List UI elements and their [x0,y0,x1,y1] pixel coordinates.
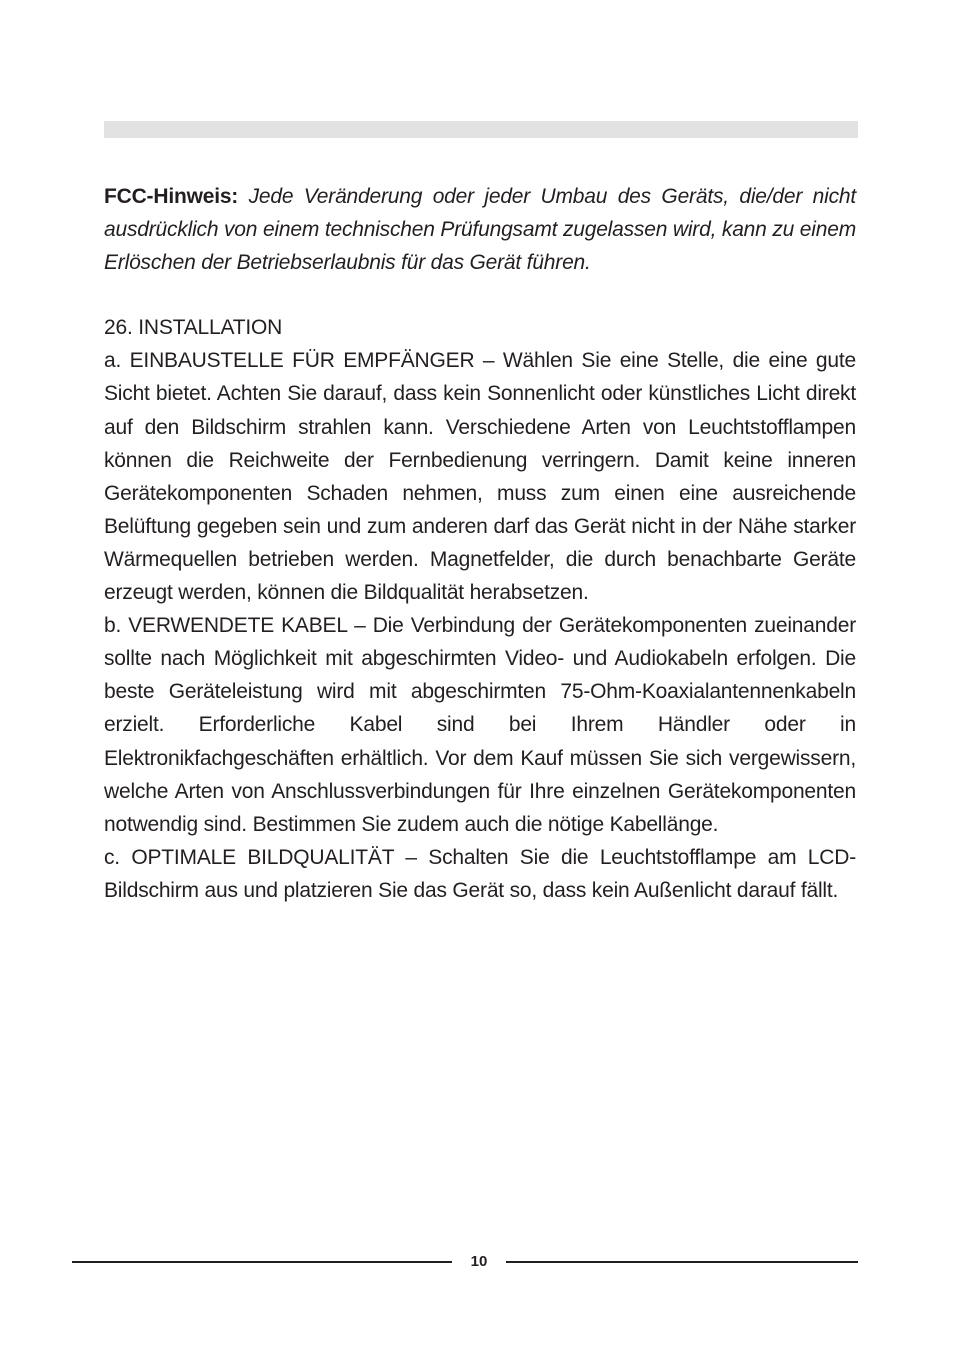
fcc-notice-text: Jede Veränderung oder jeder Umbau des Geräts, die/der nicht ausdrücklich von einem technischen Prüfungsamt zugelassen wird, kann zu einem Erlöschen der Betriebserlaubnis für das Gerät führen. [104,185,856,275]
section-heading: 26. INSTALLATION [104,316,283,340]
fcc-notice-label: FCC-Hinweis: [104,185,239,208]
page-content [104,180,856,907]
page-footer [72,1250,858,1274]
installation-item-c: c. OPTIMALE BILDQUALITÄT – Schalten Sie die Leuchtstofflampe am LCD-Bildschirm aus und platzieren Sie das Gerät so, dass kein Außenlicht darauf fällt. [104,845,856,902]
installation-item-a: a. EINBAUSTELLE FÜR EMPFÄNGER – Wählen Sie eine Stelle, die eine gute Sicht bietet. Achten Sie darauf, dass kein Sonnenlicht oder künstliches Licht direkt auf den Bildschirm strahlen kann. Verschiedene Arten von Leuchtstofflampen können die Reichweite der Fernbedienung verringern. Damit keine inneren Gerätekomponenten Schaden nehmen, muss zum einen eine ausreichende Belüftung gegeben sein und zum anderen darf das Gerät nicht in der Nähe starker Wärmequellen betrieben werden. Magnetfelder, die durch benachbarte Geräte erzeugt werden, können die Bildqualität herabsetzen. [104,349,856,605]
installation-item-b: b. VERWENDETE KABEL – Die Verbindung der Gerätekomponenten zueinander sollte nach Möglichkeit mit abgeschirmten Video- und Audiokabeln erfolgen. Die beste Geräteleistung wird mit abgeschirmten 75-Ohm-Koaxialantennenkabeln erzielt. Erforderliche Kabel sind bei Ihrem Händler oder in Elektronikfachgeschäften erhältlich. Vor dem Kauf müssen Sie sich vergewissern, welche Arten von Anschlussverbindungen für Ihre einzelnen Gerätekomponenten notwendig sind. Bestimmen Sie zudem auch die nötige Kabellänge. [104,614,856,836]
footer-rule-right [506,1261,858,1263]
page-number: 10 [470,1253,488,1270]
footer-rule-left [72,1261,452,1263]
fcc-notice [104,180,856,279]
header-bar [104,121,858,138]
